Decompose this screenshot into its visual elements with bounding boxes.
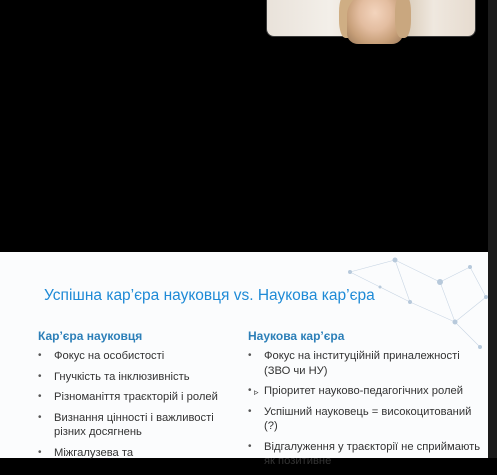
list-item: • Різноманіття траєкторій і ролей <box>38 391 218 403</box>
mouse-cursor-icon: ▹ <box>254 387 259 397</box>
list-item: • Гнучкість та інклюзивність <box>38 370 190 383</box>
left-column-heading: Кар’єра науковця <box>38 329 143 343</box>
scientific-career-column <box>248 329 483 475</box>
list-item: • Відгалуження у траєкторії не сприймають як позитивне <box>248 440 481 467</box>
list-item: • Міжгалузева та <box>38 446 134 459</box>
right-column-heading: Наукова кар’єра <box>248 329 345 343</box>
window-edge <box>488 0 497 458</box>
list-item: • Фокус на особистості <box>38 350 165 362</box>
participant-video-tile[interactable] <box>266 0 476 37</box>
presentation-slide <box>0 252 488 467</box>
list-item: • ▹ Пріоритет науково-педагогічних ролей <box>248 384 483 399</box>
career-of-scientist-column <box>38 329 238 466</box>
slide-title: Успішна кар’єра науковця vs. Наукова кар’єра <box>44 287 375 304</box>
list-item: • Успішний науковець = високоцитований (?) <box>248 405 472 432</box>
list-item: • Фокус на інституційній приналежності (ЗВО чи НУ) <box>248 350 460 377</box>
list-item: • Визнання цінності і важливості різних досягнень <box>38 411 214 438</box>
participant-hair-right <box>395 0 411 38</box>
